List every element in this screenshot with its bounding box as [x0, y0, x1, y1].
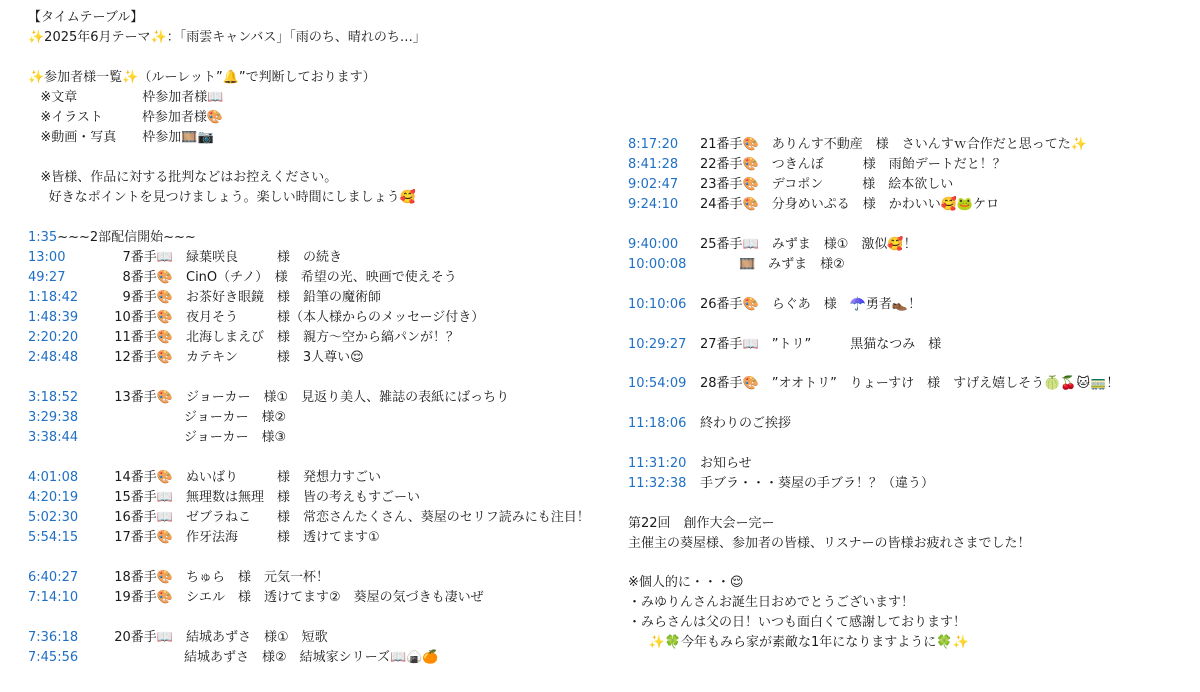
timestamp-link[interactable]: 10:29:27	[628, 337, 687, 352]
personal-line-1	[628, 593, 914, 613]
personal-text-3: ✨🍀今年もみら家が素敵な1年になりますように🍀✨	[628, 635, 969, 650]
timeline-row	[628, 175, 953, 195]
legend-text-row	[28, 88, 223, 108]
timeline-row	[28, 388, 509, 408]
timeline-row	[628, 255, 845, 275]
timeline-entry-text: 28番手🎨 ”オオトリ” りょーすけ 様 すげえ嬉しそう🍈🍒🐱🚃！	[700, 376, 1120, 391]
timeline-row	[28, 528, 380, 548]
timeline-row	[28, 228, 196, 248]
theme-line	[28, 28, 426, 48]
closing-title-text: 第22回 創作大会ー完ー	[628, 516, 775, 531]
timeline-entry-text: 18番手🎨 ちゅら 様 元気一杯！	[106, 570, 329, 585]
timestamp-link[interactable]: 10:54:09	[628, 376, 687, 391]
timestamp-link[interactable]: 9:24:10	[628, 197, 679, 212]
timestamp-link[interactable]: 1:35	[28, 230, 58, 245]
timeline-entry-text: 7番手📖 緑葉咲良 様 の続き	[106, 250, 342, 265]
timestamp-link[interactable]: 6:40:27	[28, 570, 79, 585]
timestamp-link[interactable]: 2:20:20	[28, 330, 79, 345]
timestamp-link[interactable]: 49:27	[28, 270, 66, 285]
timeline-row	[628, 135, 1087, 155]
timeline-row	[628, 474, 934, 494]
timeline-row	[28, 308, 484, 328]
timeline-row	[28, 488, 420, 508]
notice-text-2: 好きなポイントを見つけましょう。楽しい時間にしましょう🥰	[28, 190, 416, 205]
timestamp-link[interactable]: 9:02:47	[628, 177, 679, 192]
personal-text-1: ・みゆりんさんお誕生日おめでとうございます！	[628, 595, 915, 610]
timeline-entry-text: 16番手📖 ゼブラねこ 様 常恋さんたくさん、葵屋のセリフ読みにも注目！	[106, 510, 590, 525]
timeline-row	[628, 414, 791, 434]
legend-illust: ※イラスト 枠参加者様🎨	[28, 110, 224, 125]
timeline-row	[28, 248, 342, 268]
timeline-entry-text: ジョーカー 様③	[106, 430, 287, 445]
timeline-row	[28, 508, 590, 528]
timestamp-link[interactable]: 2:48:48	[28, 350, 79, 365]
timestamp-link[interactable]: 5:54:15	[28, 530, 79, 545]
personal-heading-text: ※個人的に・・・😌	[628, 575, 744, 590]
timestamp-link[interactable]: 3:38:44	[28, 430, 79, 445]
timestamp-link[interactable]: 4:20:19	[28, 490, 79, 505]
timestamp-link[interactable]: 3:18:52	[28, 390, 79, 405]
timeline-row	[28, 648, 439, 668]
timeline-row	[28, 588, 484, 608]
timeline-row	[628, 155, 1006, 175]
closing-title	[628, 514, 775, 534]
timestamp-link[interactable]: 11:18:06	[628, 416, 687, 431]
timeline-row	[628, 335, 941, 355]
legend-video-row	[28, 128, 214, 148]
personal-heading	[628, 573, 743, 593]
participants-heading	[28, 68, 376, 88]
closing-thanks	[628, 534, 1030, 554]
timeline-row	[28, 328, 459, 348]
timeline-entry-text: 21番手🎨 ありんす不動産 様 さいんすｗ合作だと思ってた✨	[700, 137, 1087, 152]
timeline-entry-text: 19番手🎨 シエル 様 透けてます② 葵屋の気づきも凄いぜ	[106, 590, 484, 605]
personal-text-2: ・みらさんは父の日！いつも面白くて感謝しております！	[628, 615, 967, 630]
timeline-row	[28, 628, 328, 648]
timeline-row	[28, 408, 286, 428]
legend-video: ※動画・写真 枠参加🎞️📷	[28, 130, 214, 145]
timeline-entry-text: 9番手🎨 お茶好き眼鏡 様 鉛筆の魔術師	[106, 290, 381, 305]
timeline-entry-text: 11番手🎨 北海しまえび 様 親方〜空から縞パンが！？	[106, 330, 459, 345]
timeline-row	[628, 454, 752, 474]
timestamp-link[interactable]: 4:01:08	[28, 470, 79, 485]
timeline-entry-text: 17番手🎨 作牙法海 様 透けてます①	[106, 530, 380, 545]
timeline-row	[28, 428, 286, 448]
timestamp-link[interactable]: 5:02:30	[28, 510, 79, 525]
timeline-entry-text: 20番手📖 結城あずさ 様① 短歌	[106, 630, 328, 645]
timeline-row	[28, 268, 457, 288]
timeline-row	[28, 288, 381, 308]
theme-text: ✨2025年6月テーマ✨：「雨雲キャンバス」「雨のち、晴れのち…」	[28, 30, 426, 45]
timeline-entry-text: 10番手🎨 夜月そう 様（本人様からのメッセージ付き）	[106, 310, 485, 325]
header-title-text: 【タイムテーブル】	[28, 10, 144, 25]
timeline-row	[28, 348, 364, 368]
timeline-entry-text: 13番手🎨 ジョーカー 様① 見返り美人、雑誌の表紙にばっちり	[106, 390, 510, 405]
participants-heading-text: ✨参加者様一覧✨（ルーレット”🔔”で判断しております）	[28, 70, 376, 85]
timeline-entry-text: 26番手🎨 らぐあ 様 ☂️勇者👞！	[700, 297, 922, 312]
timeline-entry-text: 14番手🎨 ぬいばり 様 発想力すごい	[106, 470, 381, 485]
timeline-row	[628, 235, 917, 255]
timeline-entry-text: 24番手🎨 分身めいぷる 様 かわいい🥰🐸ケロ	[700, 197, 1000, 212]
timeline-entry-text: 🎞️ みずま 様②	[700, 257, 845, 272]
timestamp-link[interactable]: 11:32:38	[628, 476, 687, 491]
timeline-row	[628, 374, 1119, 394]
timestamp-link[interactable]: 11:31:20	[628, 456, 687, 471]
timeline-entry-text: お知らせ	[700, 456, 752, 471]
timestamp-link[interactable]: 1:18:42	[28, 290, 79, 305]
header-title	[28, 8, 143, 28]
timeline-row	[628, 295, 921, 315]
timestamp-link[interactable]: 8:17:20	[628, 137, 679, 152]
timestamp-link[interactable]: 8:41:28	[628, 157, 679, 172]
timestamp-link[interactable]: 7:45:56	[28, 650, 79, 665]
timeline-entry-text: 25番手📖 みずま 様① 激似🥰！	[700, 237, 917, 252]
timeline-entry-text: 終わりのご挨拶	[700, 416, 792, 431]
timeline-row	[628, 195, 999, 215]
timeline-entry-text: 22番手🎨 つきんぼ 様 雨飴デートだと！？	[700, 157, 1006, 172]
timestamp-link[interactable]: 7:14:10	[28, 590, 79, 605]
timeline-entry-text: 15番手📖 無理数は無理 様 皆の考えもすごーい	[106, 490, 420, 505]
timestamp-link[interactable]: 10:10:06	[628, 297, 687, 312]
timestamp-link[interactable]: 1:48:39	[28, 310, 79, 325]
timeline-entry-text: 手ブラ・・・葵屋の手ブラ！？（違う）	[700, 476, 935, 491]
personal-line-2	[628, 613, 966, 633]
timeline-entry-text: ~~~2部配信開始~~~	[57, 230, 196, 245]
timestamp-link[interactable]: 3:29:38	[28, 410, 79, 425]
timeline-entry-text: 結城あずさ 様② 結城家シリーズ📖🍙🍊	[106, 650, 439, 665]
notice-text-1: ※皆様、作品に対する批判などはお控えください。	[28, 170, 338, 185]
timeline-entry-text: 12番手🎨 カテキン 様 3人尊い😌	[106, 350, 364, 365]
timestamp-link[interactable]: 13:00	[28, 250, 66, 265]
timestamp-link[interactable]: 9:40:00	[628, 237, 679, 252]
timeline-entry-text: ジョーカー 様②	[106, 410, 287, 425]
timeline-row	[28, 468, 381, 488]
closing-thanks-text: 主催主の葵屋様、参加者の皆様、リスナーの皆様お疲れさまでした！	[628, 536, 1031, 551]
notice-line-1	[28, 168, 337, 188]
notice-line-2	[28, 188, 416, 208]
personal-line-3	[628, 633, 969, 653]
timeline-entry-text: 8番手🎨 CinO（チノ） 様 希望の光、映画で使えそう	[106, 270, 457, 285]
timeline-entry-text: 23番手🎨 デコポン 様 絵本欲しい	[700, 177, 954, 192]
legend-illust-row	[28, 108, 223, 128]
timestamp-link[interactable]: 7:36:18	[28, 630, 79, 645]
timeline-entry-text: 27番手📖 ”トリ” 黒猫なつみ 様	[700, 337, 942, 352]
timeline-row	[28, 568, 329, 588]
timestamp-link[interactable]: 10:00:08	[628, 257, 687, 272]
legend-text: ※文章 枠参加者様📖	[28, 90, 224, 105]
